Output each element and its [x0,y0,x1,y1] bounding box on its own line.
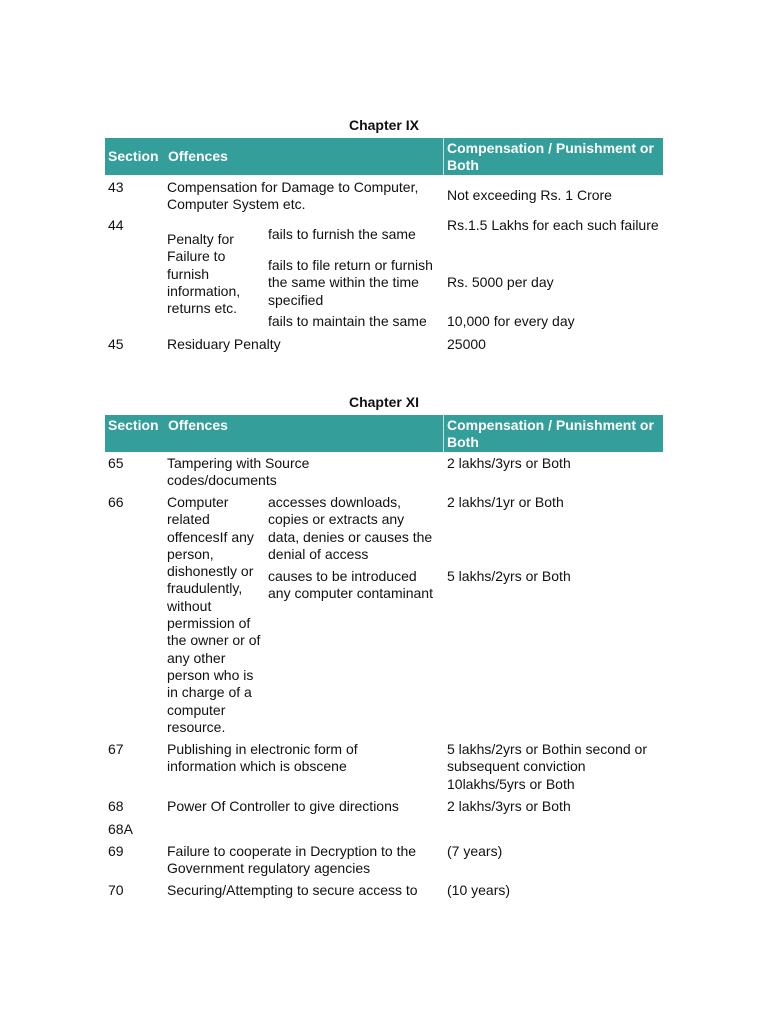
header-divider [443,138,444,175]
result-text: 5 lakhs/2yrs or Bothin second or subsequent conviction 10lakhs/5yrs or Both [447,741,647,792]
offence-text: Penalty for Failure to furnish information, returns etc. [167,231,241,317]
offence-text: Securing/Attempting to secure access to [167,882,418,898]
section-number: 66 [108,494,124,510]
result-text: 2 lakhs/3yrs or Both [447,455,571,471]
section-number: 45 [108,336,124,352]
section-number: 67 [108,741,124,757]
header-offences: Offences [168,417,228,433]
result-text: 10,000 for every day [447,313,575,329]
section-number: 68A [108,821,133,837]
offence-text: Publishing in electronic form of information which is obscene [167,741,358,775]
chapter-11-title: Chapter XI [348,394,419,410]
sub-offence-text: fails to maintain the same [268,313,427,329]
header-section: Section [108,417,159,433]
offence-text: Tampering with Source codes/documents [167,455,310,489]
result-text: (7 years) [447,843,503,859]
offence-text: Computer related offencesIf any person, dishonestly or fraudulently, without permission of the owner or of any other person who is in charge of a computer resource. [167,494,261,735]
chapter-9-title: Chapter IX [348,117,419,133]
page-clip-mask [0,898,768,1024]
chapter-11-table-header [105,415,663,452]
offence-text: Power Of Controller to give directions [167,798,399,814]
section-number: 44 [108,217,124,233]
offence-text: Failure to cooperate in Decryption to the Government regulatory agencies [167,843,417,877]
section-number: 43 [108,179,124,195]
chapter-9-table-header [105,138,663,175]
result-text: Not exceeding Rs. 1 Crore [447,187,612,203]
sub-offence-text: fails to furnish the same [268,226,416,242]
offence-text: Residuary Penalty [167,336,281,352]
offence-text: Compensation for Damage to Computer, Computer System etc. [167,179,419,213]
header-result: Compensation / Punishment or Both [447,417,654,450]
section-number: 70 [108,882,124,898]
result-text: Rs. 5000 per day [447,274,554,290]
header-result: Compensation / Punishment or Both [447,140,654,173]
section-number: 65 [108,455,124,471]
result-text: 25000 [447,336,486,352]
header-divider [443,415,444,452]
section-number: 69 [108,843,124,859]
section-number: 68 [108,798,124,814]
header-section: Section [108,148,159,164]
sub-offence-text: fails to file return or furnish the same within the time specified [268,257,433,308]
result-text: Rs.1.5 Lakhs for each such failure [447,217,659,233]
result-text: 2 lakhs/3yrs or Both [447,798,571,814]
result-text: 2 lakhs/1yr or Both [447,494,564,510]
result-text: (10 years) [447,882,511,898]
header-offences: Offences [168,148,228,164]
sub-offence-text: causes to be introduced any computer contaminant [268,568,433,602]
sub-offence-text: accesses downloads, copies or extracts any data, denies or causes the denial of access [268,494,433,562]
result-text: 5 lakhs/2yrs or Both [447,568,571,584]
